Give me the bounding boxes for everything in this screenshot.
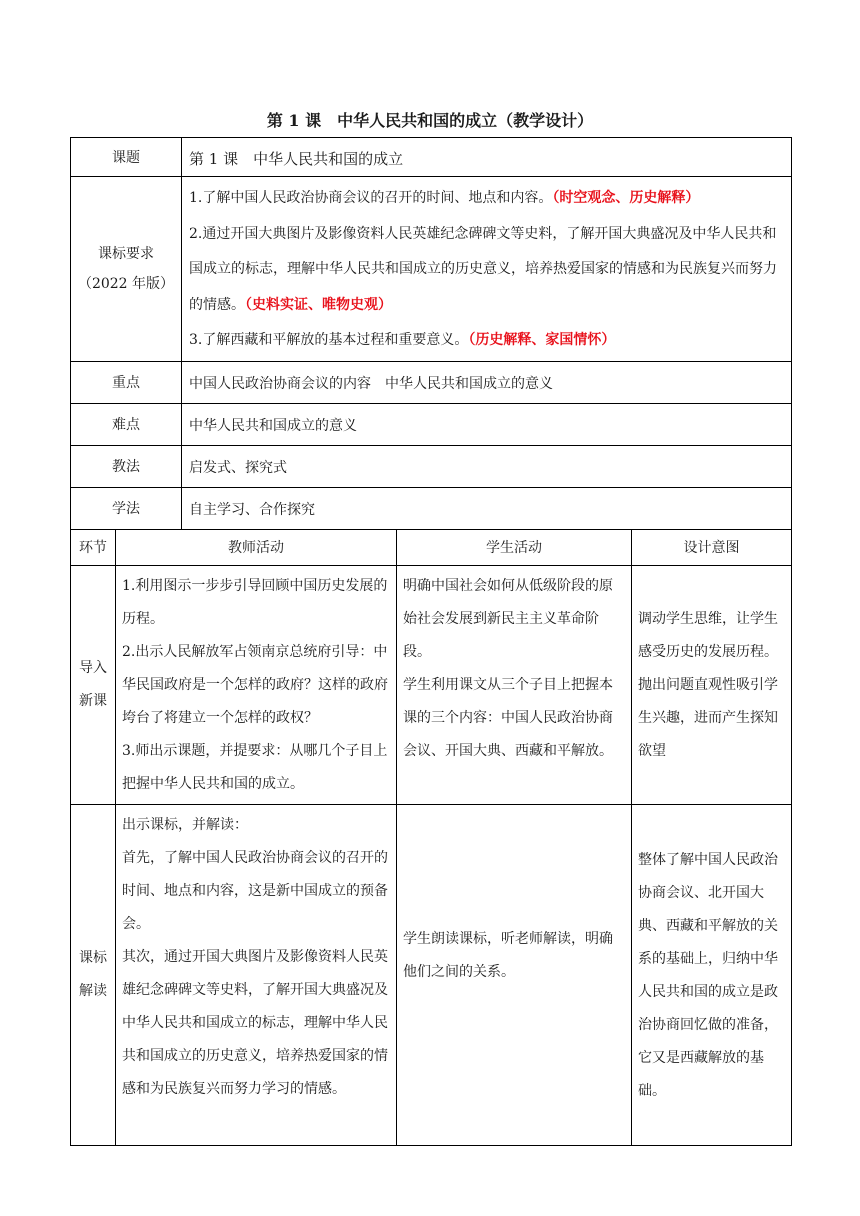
teacher-activity: 出示课标，并解读： 首先，了解中国人民政治协商会议的召开的时间、地点和内容，这是新中国成立的预备会。 其次，通过开国大典图片及影像资料人民英雄纪念碑碑文等史料，了解开国大典盛况及中华人民共和国成立的标志，理解中华人民共和国成立的历史意义，培养热爱国家的情感和为民族复兴而努力学习的情感。 <box>116 804 397 1145</box>
student-activity: 明确中国社会如何从低级阶段的原始社会发展到新民主主义革命阶段。 学生利用课文从三个子目上把握本课的三个内容：中国人民政治协商会议、开国大典、西藏和平解放。 <box>397 565 632 804</box>
key-point-label: 重点 <box>71 361 182 403</box>
standards-label-line1: 课标要求 <box>98 245 154 262</box>
learning-method-row <box>71 487 792 529</box>
topic-row <box>71 138 792 177</box>
standards-row <box>71 177 792 362</box>
design-intent: 整体了解中国人民政治协商会议、北开国大典、西藏和平解放的关系的基础上，归纳中华人民共和国的成立是政治协商回忆做的准备，它又是西藏解放的基础。 <box>632 804 792 1145</box>
student-activity: 学生朗读课标，听老师解读，明确他们之间的关系。 <box>397 804 632 1145</box>
topic-value: 第 1 课 中华人民共和国的成立 <box>182 138 792 177</box>
literacy-tag: （史料实证、唯物史观） <box>245 296 392 313</box>
key-point-row <box>71 361 792 403</box>
stage-label: 课标 解读 <box>71 804 116 1145</box>
standards-content <box>182 177 792 362</box>
standard-item: 2.通过开国大典图片及影像资料人民英雄纪念碑碑文等史料，了解开国大典盛况及中华人民共和国成立的标志，理解中华人民共和国成立的历史意义，培养热爱国家的情感和为民族复兴而努力的情感。（史料实证、唯物史观） <box>189 225 777 313</box>
header-stage: 环节 <box>71 529 116 565</box>
difficulty-label: 难点 <box>71 403 182 445</box>
teaching-method-value: 启发式、探究式 <box>182 445 792 487</box>
learning-method-value: 自主学习、合作探究 <box>182 487 792 529</box>
standard-item: 1.了解中国人民政治协商会议的召开的时间、地点和内容。（时空观念、历史解释） <box>189 190 700 206</box>
teacher-activity: 1.利用图示一步步引导回顾中国历史发展的历程。 2.出示人民解放军占领南京总统府引导：中华民国政府是一个怎样的政府？这样的政府垮台了将建立一个怎样的政权？ 3.师出示课题，并提要求：从哪几个子目上把握中华人民共和国的成立。 <box>116 565 397 804</box>
teaching-method-label: 教法 <box>71 445 182 487</box>
learning-method-label: 学法 <box>71 487 182 529</box>
difficulty-row <box>71 403 792 445</box>
process-row-intro <box>71 565 792 804</box>
standards-label-line2: （2022 年版） <box>77 275 175 292</box>
standard-item: 3.了解西藏和平解放的基本过程和重要意义。（历史解释、家国情怀） <box>189 332 616 348</box>
topic-label: 课题 <box>71 138 182 177</box>
difficulty-value: 中华人民共和国成立的意义 <box>182 403 792 445</box>
lesson-plan-table <box>70 137 792 1146</box>
document-title: 第 1 课 中华人民共和国的成立（教学设计） <box>266 111 594 130</box>
teaching-method-row <box>71 445 792 487</box>
standards-label <box>71 177 182 362</box>
design-intent: 调动学生思维，让学生感受历史的发展历程。 抛出问题直观性吸引学生兴趣，进而产生探知欲望 <box>632 565 792 804</box>
process-header-row <box>71 529 792 565</box>
stage-label: 导入 新课 <box>71 565 116 804</box>
literacy-tag: （历史解释、家国情怀） <box>468 332 616 348</box>
literacy-tag: （时空观念、历史解释） <box>552 190 700 206</box>
process-row-standards <box>71 804 792 1145</box>
header-intent: 设计意图 <box>632 529 792 565</box>
key-point-value: 中国人民政治协商会议的内容 中华人民共和国成立的意义 <box>182 361 792 403</box>
header-student: 学生活动 <box>397 529 632 565</box>
header-teacher: 教师活动 <box>116 529 397 565</box>
